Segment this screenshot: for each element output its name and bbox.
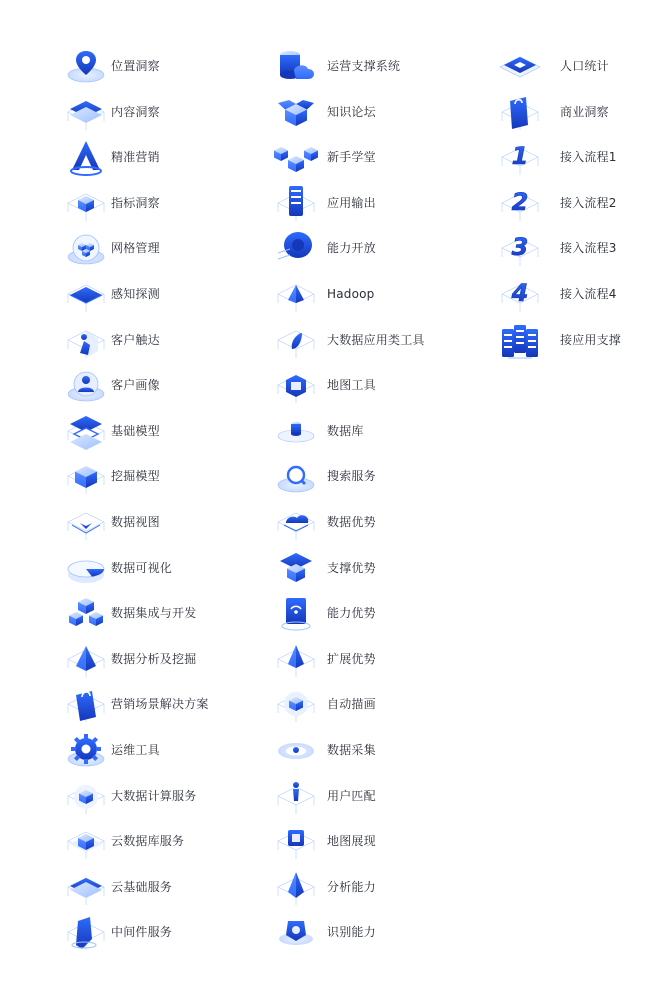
icon-label: 客户触达: [111, 333, 160, 347]
icon-label: 扩展优势: [327, 652, 376, 666]
icon-label: 感知探测: [111, 287, 160, 301]
icon-label: 新手学堂: [327, 150, 376, 164]
recognition-cube-icon: [272, 911, 320, 953]
icon-label: 数据库: [327, 424, 364, 438]
open-box-icon: [272, 91, 320, 133]
pie-disc-icon: [62, 547, 110, 589]
icon-label: 用户匹配: [327, 789, 376, 803]
icon-label: 搜索服务: [327, 469, 376, 483]
icon-label: 数据分析及挖掘: [111, 652, 197, 666]
icon-label: 位置洞察: [111, 59, 160, 73]
icon-label: 营销场景解决方案: [111, 697, 209, 711]
cloud-database-icon: [62, 820, 110, 862]
split-cube-icon: [62, 592, 110, 634]
gear-icon: [62, 729, 110, 771]
icon-label: 商业洞察: [560, 105, 609, 119]
icon-label: 基础模型: [111, 424, 160, 438]
signal-panel-icon: [272, 592, 320, 634]
data-view-icon: [62, 501, 110, 543]
icon-label: 支撑优势: [327, 561, 376, 575]
user-match-icon: [272, 775, 320, 817]
three-cubes-icon: [272, 136, 320, 178]
icon-label: 中间件服务: [111, 925, 173, 939]
mining-cube-icon: [62, 455, 110, 497]
icon-label: 网格管理: [111, 241, 160, 255]
icon-label: 接入流程3: [560, 241, 617, 255]
reach-figure-icon: [62, 319, 110, 361]
icon-label: 接入流程2: [560, 196, 617, 210]
icon-label: 数据视图: [111, 515, 160, 529]
compute-cube-icon: [62, 775, 110, 817]
shopping-bag-icon: [62, 683, 110, 725]
user-avatar-icon: [62, 364, 110, 406]
database-cloud-icon: [272, 45, 320, 87]
database-icon: [272, 410, 320, 452]
icon-label: 接入流程4: [560, 287, 617, 301]
number-1-icon: [496, 136, 544, 178]
cube-frame-icon: [62, 182, 110, 224]
svg-text:4: 4: [511, 279, 529, 307]
hadoop-pyramid-icon: [272, 273, 320, 315]
icon-label: 地图工具: [327, 378, 376, 392]
radar-plane-icon: [62, 273, 110, 315]
icon-label: 数据集成与开发: [111, 606, 197, 620]
layered-plane-icon: [62, 91, 110, 133]
icon-label: 云基础服务: [111, 880, 173, 894]
icon-label: 云数据库服务: [111, 834, 185, 848]
triangle-logo-icon: [62, 136, 110, 178]
icon-label: 人口统计: [560, 59, 609, 73]
icon-label: 接应用支撑: [560, 333, 622, 347]
grid-cube-icon: [62, 227, 110, 269]
tool-leaf-icon: [272, 319, 320, 361]
auto-draw-cube-icon: [272, 683, 320, 725]
analysis-pyramid-icon: [272, 866, 320, 908]
icon-label: 精准营销: [111, 150, 160, 164]
server-rack-icon: [272, 182, 320, 224]
icon-label: 数据采集: [327, 743, 376, 757]
number-4-icon: [496, 273, 544, 315]
icon-label: 挖掘模型: [111, 469, 160, 483]
bag-panel-icon: [496, 91, 544, 133]
icon-label: 识别能力: [327, 925, 376, 939]
icon-label: 应用输出: [327, 196, 376, 210]
icon-label: 分析能力: [327, 880, 376, 894]
middleware-icon: [62, 911, 110, 953]
cloud-base-icon: [62, 866, 110, 908]
stacked-layers-icon: [62, 410, 110, 452]
server-cluster-icon: [496, 319, 544, 361]
svg-text:3: 3: [511, 233, 529, 261]
icon-label: 知识论坛: [327, 105, 376, 119]
map-tool-icon: [272, 364, 320, 406]
icon-label: 指标洞察: [111, 196, 160, 210]
icon-label: 数据可视化: [111, 561, 173, 575]
icon-label: 内容洞察: [111, 105, 160, 119]
icon-label: 运营支撑系统: [327, 59, 401, 73]
icon-label: 数据优势: [327, 515, 376, 529]
power-disc-icon: [272, 227, 320, 269]
icon-label: 大数据应用类工具: [327, 333, 425, 347]
icon-label: 地图展现: [327, 834, 376, 848]
icon-label: 自动描画: [327, 697, 376, 711]
icon-label: 接入流程1: [560, 150, 617, 164]
svg-text:2: 2: [511, 188, 529, 216]
number-2-icon: [496, 182, 544, 224]
svg-text:1: 1: [511, 142, 529, 170]
icon-label: Hadoop: [327, 287, 375, 301]
icon-label: 客户画像: [111, 378, 160, 392]
search-icon: [272, 455, 320, 497]
data-cloud-icon: [272, 501, 320, 543]
map-panel-icon: [272, 820, 320, 862]
map-pin-icon: [62, 45, 110, 87]
flat-tile-icon: [496, 45, 544, 87]
support-cube-icon: [272, 547, 320, 589]
pyramid-icon: [62, 638, 110, 680]
icon-label: 大数据计算服务: [111, 789, 197, 803]
number-3-icon: [496, 227, 544, 269]
icon-label: 运维工具: [111, 743, 160, 757]
icon-label: 能力开放: [327, 241, 376, 255]
icon-label: 能力优势: [327, 606, 376, 620]
expand-pyramid-icon: [272, 638, 320, 680]
collect-disc-icon: [272, 729, 320, 771]
